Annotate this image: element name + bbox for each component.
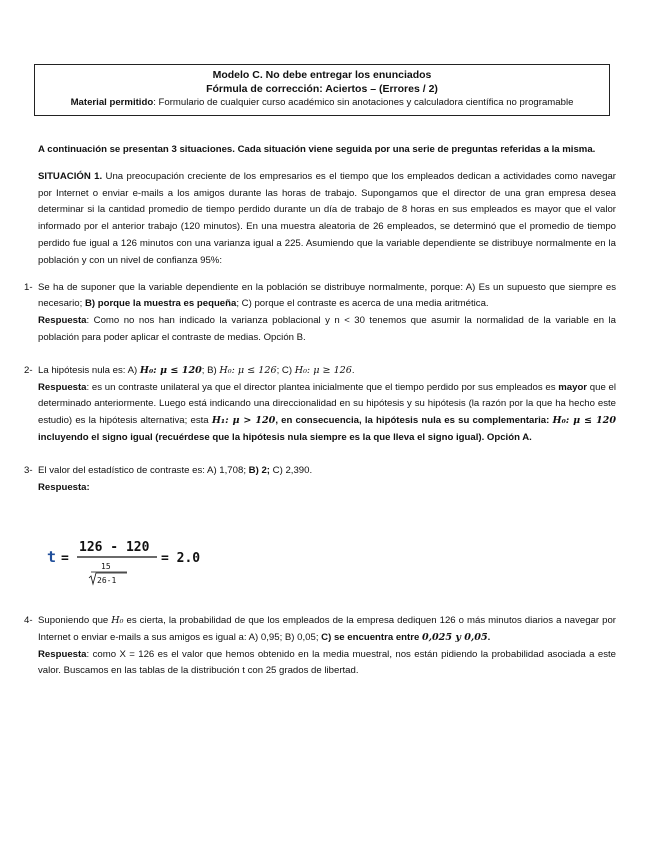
q3-answer-label: Respuesta — [38, 481, 87, 493]
q2-option-a-math: H₀: μ ≤ 120 — [139, 364, 202, 376]
document-body-lower — [24, 613, 616, 680]
formula-numerator: 126 - 120 — [79, 540, 150, 555]
question-1-answer — [38, 313, 616, 347]
q4-text-a: Suponiendo que — [38, 615, 112, 626]
question-4-answer — [38, 647, 616, 681]
q4-text-end: . — [487, 631, 491, 643]
q4-interval-math: 0,025 y 0,05 — [421, 631, 488, 643]
question-2-number: 2- — [24, 364, 33, 376]
q2-answer-emphasis: mayor — [558, 381, 588, 393]
t-statistic-formula — [47, 536, 247, 588]
situation-1-paragraph — [38, 169, 616, 270]
q2-text-c: ; C) — [276, 364, 295, 376]
q2-h0-math: H₀: μ ≤ 120 — [552, 415, 616, 427]
q2-text-b: ; B) — [201, 364, 220, 376]
q4-answer-label: Respuesta — [38, 648, 87, 660]
question-2-answer — [38, 380, 616, 447]
question-3-answer — [38, 480, 616, 497]
q1-text-part: Se ha de suponer que la variable dependiente en la población se distribuye normalmente, porque: A) Es un supuesto que siempre es necesario; — [38, 281, 616, 310]
header-correction-formula: Fórmula de corrección: Aciertos – (Errores / 2) — [206, 83, 438, 95]
question-4 — [24, 613, 616, 680]
intro-paragraph: A continuación se presentan 3 situaciones. Cada situación viene seguida por una serie de preguntas referidas a la misma. — [38, 144, 596, 155]
q1-answer-text: : Como no nos han indicado la varianza poblacional y n < 30 tenemos que asumir la normalidad de la variable en la población para poder aplicar el contraste de medias. Opción B. — [38, 315, 616, 343]
question-1 — [24, 280, 616, 347]
q4-text-b: es cierta, la probabilidad de que los empleados de la empresa dediquen 126 o más minutos diarios a navegar por Internet o enviar e-mails a sus amigos es igual a: A) 0,95; B) 0,05; — [38, 615, 616, 643]
question-1-number: 1- — [24, 281, 33, 293]
q2-answer-part-1: : es un contraste unilateral ya que el director plantea inicialmente que el tiempo perdido por sus empleados es — [86, 381, 559, 393]
allowed-material-text: : Formulario de cualquier curso académico sin anotaciones y calculadora científica no programable — [153, 97, 574, 108]
formula-equals-1: = — [61, 551, 69, 566]
allowed-material-label: Material permitido — [70, 97, 154, 108]
question-4-text — [38, 613, 616, 647]
q3-text-a: El valor del estadístico de contraste es: A) 1,708; — [38, 464, 249, 476]
q3-answer-colon: : — [86, 481, 90, 493]
q4-answer-text: : como X = 126 es el valor que hemos obtenido en la media muestral, nos están pidiendo la probabilidad asociada a este valor. Buscamos en las tablas de la distribución t con 25 grados de libertad. — [38, 648, 616, 677]
q2-h1-math: H₁: μ > 120 — [211, 415, 276, 427]
q4-h0-math: H₀ — [111, 615, 124, 626]
q2-text-a: La hipótesis nula es: A) — [38, 364, 140, 376]
q2-answer-part-2: que el determinado anteriormente. Luego está indicando una direccionalidad en su hipótesis y su hipótesis (la razón por la que ha hecho este estudio) es la hipótesis alternativa; esta — [38, 381, 616, 427]
q2-option-b-math: H₀: μ ≤ 126 — [219, 364, 277, 376]
formula-svg — [47, 536, 247, 588]
formula-result: = 2.0 — [161, 551, 201, 566]
exam-header-box — [34, 64, 610, 116]
q2-text-end: . — [351, 364, 355, 376]
formula-den-bottom: 26-1 — [97, 576, 117, 585]
question-2 — [24, 363, 616, 447]
document-body — [24, 142, 616, 496]
situation-1-text: Una preocupación creciente de los empresarios es el tiempo que los empleados dedican a actividades como navegar por Internet o enviar e-mails a los amigos durante las horas de trabajo. Supongamos que el director de una gran empresa desea determinar si la cantidad promedio de tiempo perdido durante un día de trabajo de 8 horas en sus empleados es mayor que el valor informado por el anterior trabajo (120 minutos). En una muestra aleatoria de 26 empleados, se determinó que el promedio de tiempo perdido fue igual a 126 minutos con una varianza igual a 225. Asumiendo que la variable dependiente se distribuye normalmente en la población y con un nivel de confianza 95%: — [38, 170, 616, 266]
q3-correct-option: B) 2; — [248, 464, 270, 476]
q2-answer-part-3: , en consecuencia, la hipótesis nula es su complementaria: — [275, 415, 553, 427]
q1-text-part-end: ; C) porque el contraste es acerca de una media aritmética. — [236, 298, 489, 310]
q1-correct-option: B) porque la muestra es pequeña — [84, 298, 237, 310]
question-1-text — [38, 280, 616, 314]
question-3-text — [38, 463, 616, 480]
situation-1-label: SITUACIÓN 1. — [38, 170, 103, 182]
q4-correct-option: C) se encuentra entre — [321, 631, 422, 643]
question-2-text — [38, 363, 616, 380]
q2-answer-label: Respuesta — [38, 381, 87, 393]
question-3-number: 3- — [24, 464, 33, 476]
q1-answer-label: Respuesta — [38, 315, 87, 327]
header-title: Modelo C. No debe entregar los enunciados — [212, 69, 432, 81]
question-3 — [24, 463, 616, 497]
formula-den-top: 15 — [101, 562, 111, 571]
q2-answer-part-4: incluyendo el signo igual (recuérdese que la hipótesis nula siempre es la que lleva el signo igual). Opción A. — [38, 431, 532, 443]
q2-option-c-math: H₀: μ ≥ 126 — [294, 364, 352, 376]
q3-text-c: C) 2,390. — [269, 464, 313, 476]
question-4-number: 4- — [24, 615, 33, 626]
formula-t: t — [47, 548, 57, 566]
header-allowed-material — [35, 96, 609, 110]
